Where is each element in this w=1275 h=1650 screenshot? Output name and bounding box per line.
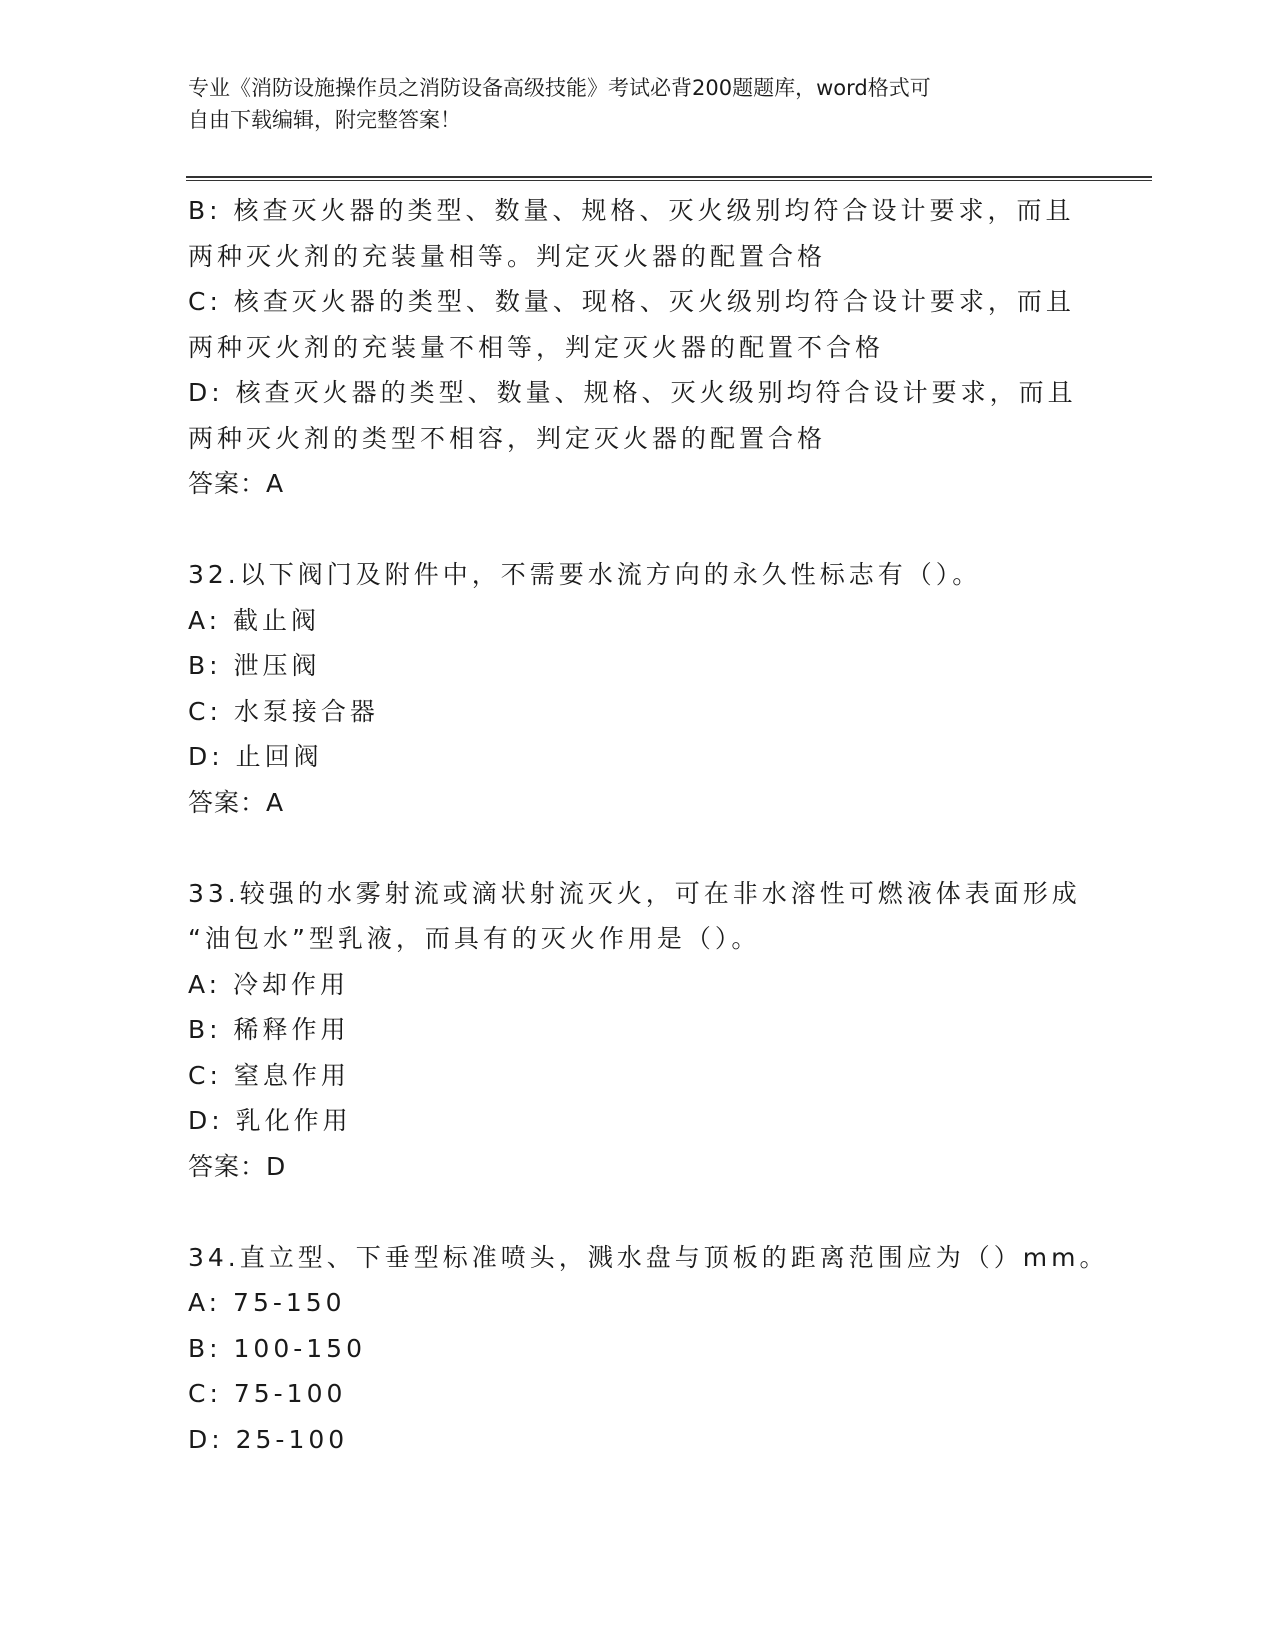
- header-title-line-1: 专业《消防设施操作员之消防设备高级技能》考试必背200题题库，word格式可: [188, 76, 931, 100]
- option-b: B: 泄压阀: [188, 651, 321, 680]
- question-block: [188, 552, 1088, 825]
- block-spacer: [188, 825, 1088, 871]
- question-block: [188, 1235, 1109, 1463]
- header-divider: [186, 176, 1152, 181]
- answer-line: 答案：D: [188, 1151, 287, 1181]
- question-block: [188, 188, 1088, 507]
- option-a: A: 75-150: [188, 1288, 346, 1317]
- block-spacer: [188, 507, 1088, 553]
- question-block: [188, 871, 1088, 1190]
- option-line: B: 核查灭火器的类型、数量、规格、灭火级别均符合设计要求，而且: [188, 196, 1075, 225]
- option-line: 两种灭火剂的充装量不相等，判定灭火器的配置不合格: [188, 332, 885, 362]
- question-list: [188, 188, 1109, 1462]
- option-c: C: 窒息作用: [188, 1060, 350, 1090]
- option-line: 两种灭火剂的类型不相容，判定灭火器的配置合格: [188, 423, 827, 453]
- block-spacer: [188, 1189, 1088, 1235]
- answer-line: 答案：A: [188, 787, 285, 817]
- option-d: D: 25-100: [188, 1424, 349, 1454]
- option-d: D: 止回阀: [188, 742, 323, 771]
- question-stem: “油包水”型乳液，而具有的灭火作用是（）。: [188, 924, 761, 953]
- option-c: C: 75-100: [188, 1379, 347, 1408]
- option-b: B: 100-150: [188, 1333, 366, 1363]
- header-title-line-2: 自由下载编辑，附完整答案！: [188, 108, 461, 132]
- option-d: D: 乳化作用: [188, 1106, 352, 1135]
- option-line: C: 核查灭火器的类型、数量、现格、灭火级别均符合设计要求，而且: [188, 287, 1075, 316]
- question-stem: 32.以下阀门及附件中，不需要水流方向的永久性标志有（）。: [188, 560, 982, 589]
- option-line: 两种灭火剂的充装量相等。判定灭火器的配置合格: [188, 241, 827, 271]
- option-line: D: 核查灭火器的类型、数量、规格、灭火级别均符合设计要求，而且: [188, 378, 1077, 407]
- question-stem: 34.直立型、下垂型标准喷头，溅水盘与顶板的距离范围应为（）mm。: [188, 1242, 1109, 1272]
- option-b: B: 稀释作用: [188, 1015, 350, 1044]
- option-a: A: 截止阀: [188, 605, 321, 635]
- question-stem: 33.较强的水雾射流或滴状射流灭火，可在非水溶性可燃液体表面形成: [188, 878, 1081, 908]
- option-c: C: 水泵接合器: [188, 696, 379, 726]
- option-a: A: 冷却作用: [188, 969, 350, 999]
- answer-line: 答案：A: [188, 469, 285, 498]
- page-header: [188, 72, 1068, 136]
